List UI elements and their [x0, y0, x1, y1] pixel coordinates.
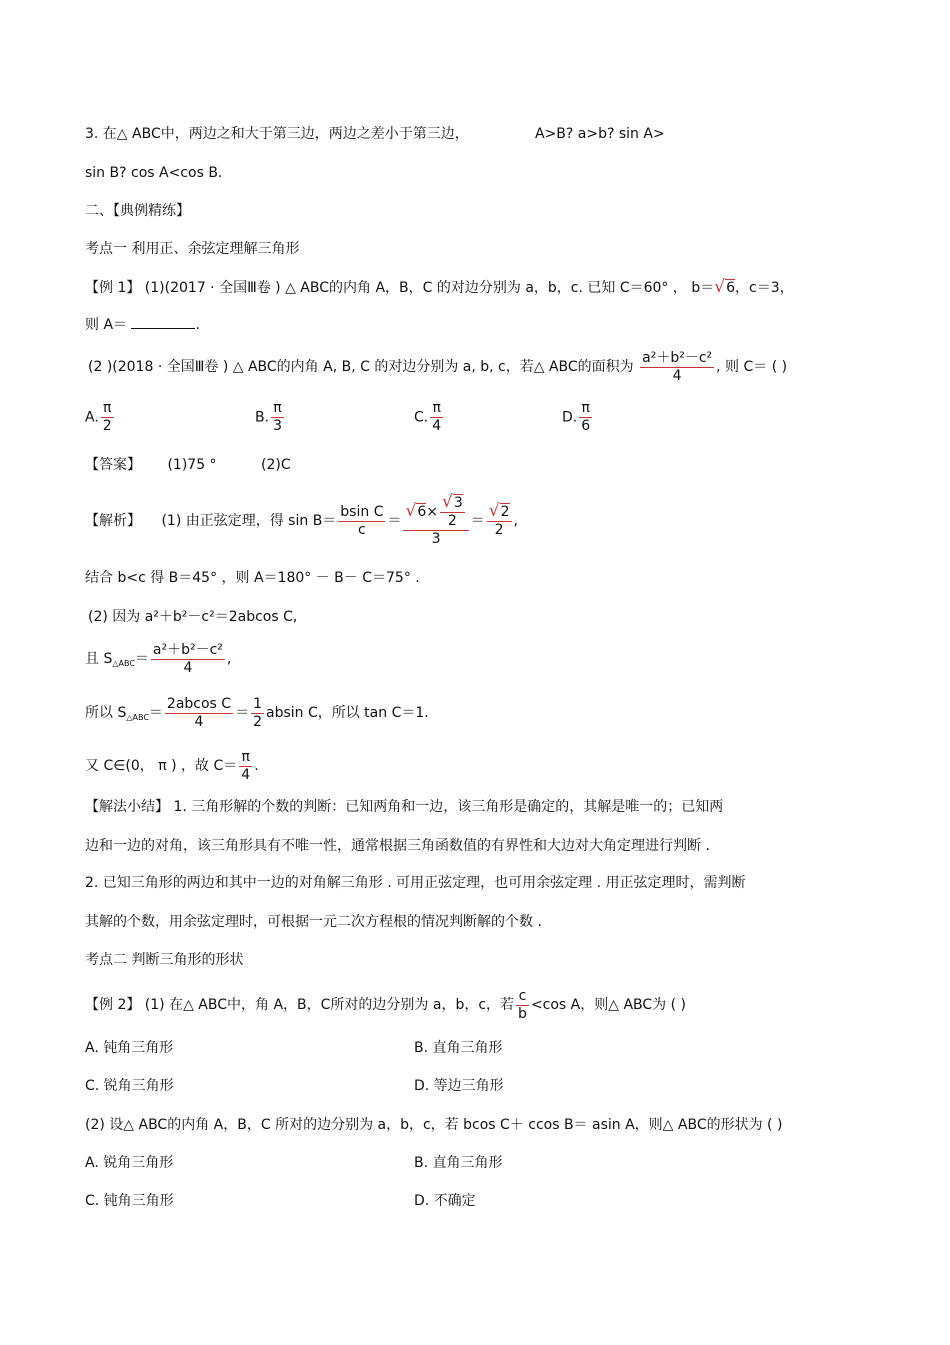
frac-den: 4 [672, 367, 682, 384]
frac-den: 6 [581, 418, 591, 434]
s-subscript: △ABC [126, 713, 149, 722]
ex2-q2: (2) 设△ ABC的内角 A，B，C 所对的边分别为 a，b，c，若 bcos C＋ ccos B＝ asin A，则△ ABC的形状为 ( ) [85, 1117, 783, 1133]
frac-num: c [516, 988, 529, 1006]
p3-text-b: A>B? a>b? sin A> [535, 126, 665, 142]
kp2-title: 考点二 判断三角形的形状 [85, 952, 244, 968]
times-sign: × [426, 504, 438, 520]
s-text: 且 S [85, 651, 113, 667]
solution-line3: (2) 因为 a²＋b²－c²＝2abcos C, [88, 609, 298, 625]
ex1-text-end: ，c＝3， [735, 280, 794, 296]
frac-num: bsin C [340, 503, 384, 520]
frac-num: π [430, 400, 443, 418]
ex1-q2-end: , 则 C＝ ( ) [716, 359, 788, 375]
equals-1: ＝ [387, 513, 402, 529]
area-fraction [640, 350, 714, 385]
ex1-option-c[interactable] [414, 400, 445, 435]
frac-den: 3 [273, 418, 282, 434]
summary-line2: 边和一边的对角，该三角形具有不唯一性，通常根据三角函数值的有界性和大边对大角定理进行判断 . [85, 838, 710, 854]
section-title: 二、【典例精练】 [85, 203, 190, 219]
equals: ＝ [148, 705, 163, 721]
ex1-text: 【例 1】 (1)(2017 · 全国Ⅲ卷 ) △ ABC的内角 A，B，C 的对边分别为 a，b，c. 已知 C＝60° ， b＝ [85, 280, 715, 296]
ex2-q2-option-c[interactable]: C. 钝角三角形 [85, 1193, 174, 1209]
frac-num: a²＋b²－c² [642, 349, 713, 366]
ex1-line2-end: . [195, 317, 200, 333]
frac-den: 4 [241, 766, 251, 783]
sqrt-icon: √ [488, 501, 500, 521]
equals: ＝ [235, 705, 250, 721]
frac-den: 3 [431, 531, 441, 547]
option-label: B. [255, 409, 270, 426]
area-fraction-2 [165, 696, 233, 731]
frac-num: a²＋b²－c² [152, 641, 223, 658]
comma: , [513, 513, 518, 529]
solution-line4 [85, 636, 231, 687]
summary-line1: 【解法小结】 1. 三角形解的个数的判断：已知两角和一边，该三角形是确定的，其解是唯一的；已知两 [85, 799, 724, 815]
inner-fraction [440, 494, 465, 530]
sqrt-icon: √ [441, 492, 453, 512]
result-fraction [487, 503, 512, 539]
solution-line5 [85, 690, 429, 741]
answer-1: (1)75 ° [167, 457, 217, 473]
frac-num: π [101, 400, 114, 418]
frac-num: 2abcos C [166, 695, 232, 712]
half-fraction [251, 696, 264, 731]
frac-den: 2 [253, 713, 262, 730]
ex1-q2-text: (2 )(2018 · 全国Ⅲ卷 ) △ ABC的内角 A, B, C 的对边分别为 a, b, c，若△ ABC的面积为 [88, 359, 634, 375]
sqrt-value: 3 [453, 495, 463, 511]
frac-num [403, 494, 468, 531]
solution-line1 [85, 490, 518, 552]
summary-line3: 2. 已知三角形的两边和其中一边的对角解三角形 . 可用正弦定理，也可用余弦定理 . 用正弦定理时，需判断 [85, 875, 746, 891]
frac-num [440, 494, 465, 513]
p3-line1b [535, 124, 665, 144]
p3-line1 [85, 124, 469, 144]
answer-label: 【答案】 [85, 457, 141, 473]
ex2-q1-option-b[interactable]: B. 直角三角形 [414, 1040, 503, 1056]
answer-blank [131, 316, 195, 329]
s-text: 所以 S [85, 705, 127, 721]
frac-den: 4 [432, 418, 442, 434]
summary-line4: 其解的个数，用余弦定理时，可根据一元二次方程根的情况判断解的个数 . [85, 914, 542, 930]
frac-num: π [579, 400, 592, 418]
ex2-q1-end: <cos A，则△ ABC为 ( ) [530, 997, 687, 1013]
frac-den: b [518, 1005, 527, 1022]
option-fraction [579, 400, 592, 435]
equals: ＝ [134, 651, 149, 667]
ex2-q1-option-a[interactable]: A. 钝角三角形 [85, 1040, 174, 1056]
sqrt-value: 6 [726, 280, 735, 296]
period: . [254, 758, 259, 774]
cb-fraction [516, 988, 529, 1023]
frac-den: c [358, 521, 366, 538]
frac-num: π [271, 400, 284, 418]
area-fraction [151, 642, 225, 677]
ex2-q2-option-d[interactable]: D. 不确定 [414, 1193, 476, 1209]
frac-den: 2 [447, 513, 457, 529]
solution-text: (1) 由正弦定理，得 sin B＝ [161, 513, 337, 529]
ex2-q1-option-c[interactable]: C. 锐角三角形 [85, 1078, 174, 1094]
ex1-line1 [85, 277, 794, 298]
option-fraction [430, 400, 443, 435]
frac-den: 4 [183, 659, 193, 676]
ex2-q2-option-b[interactable]: B. 直角三角形 [414, 1155, 503, 1171]
s-subscript: △ABC [112, 659, 135, 668]
sin-fraction [338, 504, 385, 539]
ex2-q1-text: 【例 2】 (1) 在△ ABC中，角 A，B，C所对的边分别为 a，b，c，若 [85, 997, 515, 1013]
ex1-option-d[interactable] [562, 400, 594, 435]
frac-num: π [239, 749, 252, 767]
frac-den: 2 [494, 522, 504, 538]
ex1-line2-text: 则 A＝ [85, 317, 128, 333]
comma: , [226, 651, 232, 667]
ex1-line2 [85, 315, 200, 335]
option-fraction [101, 400, 114, 435]
sqrt-value: 6 [417, 504, 427, 520]
frac-den: 4 [194, 713, 204, 730]
equals-2: ＝ [470, 513, 485, 529]
sqrt-icon: √ [405, 501, 417, 521]
answer-2: (2)C [261, 457, 291, 473]
ex1-line3 [88, 344, 787, 390]
option-label: C. [414, 409, 429, 426]
sqrt-icon: √ [714, 277, 726, 297]
ex1-option-b[interactable] [255, 400, 286, 435]
ex2-q1-option-d[interactable]: D. 等边三角形 [414, 1078, 504, 1094]
option-fraction [271, 400, 284, 435]
kp1-title: 考点一 利用正、余弦定理解三角形 [85, 241, 300, 257]
p3-line2: sin B? cos A<cos B. [85, 165, 223, 181]
sqrt-value: 2 [500, 504, 510, 520]
p3-text-a: 3. 在△ ABC中，两边之和大于第三边，两边之差小于第三边， [85, 126, 469, 142]
option-label: D. [562, 409, 578, 426]
solution-label: 【解析】 [85, 513, 141, 529]
solution-line2: 结合 b<c 得 B＝45° ，则 A＝180° － B－ C＝75° . [85, 570, 420, 586]
ex2-q1 [85, 982, 686, 1028]
answer-line [85, 455, 291, 475]
solution-line6 [85, 743, 259, 789]
solution-text: absin C，所以 tan C＝1. [265, 705, 429, 721]
frac-den: 2 [102, 418, 112, 434]
solution-text: 又 C∈(0， π ) ，故 C＝ [85, 758, 238, 774]
frac-num [487, 503, 512, 522]
ex1-option-a[interactable] [85, 400, 116, 435]
frac-num: 1 [253, 695, 262, 712]
compound-fraction [403, 494, 468, 548]
pi-fraction [239, 749, 252, 784]
ex2-q2-option-a[interactable]: A. 锐角三角形 [85, 1155, 174, 1171]
option-label: A. [85, 409, 99, 426]
